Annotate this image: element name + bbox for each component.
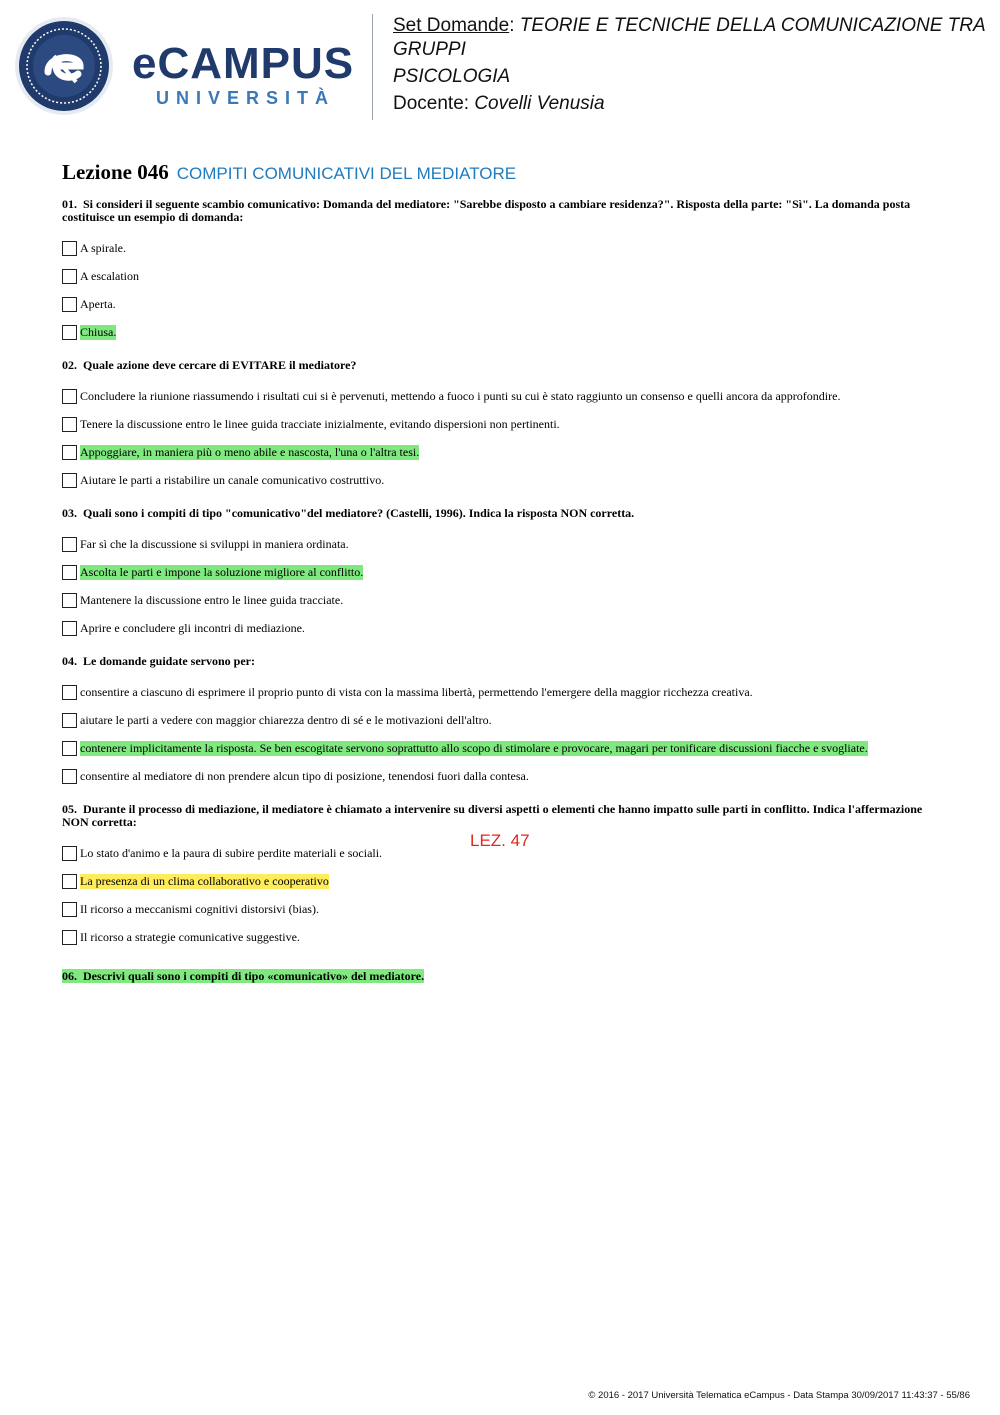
question-text <box>62 655 942 668</box>
ecampus-logo-seal <box>14 16 114 116</box>
answer-text: Chiusa. <box>80 324 117 339</box>
answer-checkbox[interactable] <box>62 537 77 552</box>
answer-text: Aiutare le parti a ristabilire un canale comunicativo costruttivo. <box>80 472 385 487</box>
answer-option[interactable] <box>62 318 942 346</box>
answer-checkbox[interactable] <box>62 902 77 917</box>
answer-checkbox[interactable] <box>62 417 77 432</box>
answer-option[interactable] <box>62 558 942 586</box>
question-stem: Descrivi quali sono i compiti di tipo «comunicativo» del mediatore. <box>83 969 425 983</box>
question-stem: Le domande guidate servono per: <box>83 654 255 668</box>
question-text <box>62 803 942 829</box>
question-stem: Si consideri il seguente scambio comunicativo: Domanda del mediatore: "Sarebbe disposto a cambiare residenza?". Risposta della parte: "Sì". La domanda posta costituisce un esempio di domanda: <box>62 197 911 224</box>
teacher-row <box>393 92 993 116</box>
question-05 <box>62 803 942 964</box>
set-title: TEORIE E TECNICHE DELLA COMUNICAZIONE TRA GRUPPI <box>393 15 985 60</box>
answer-text: Far sì che la discussione si sviluppi in maniera ordinata. <box>80 536 349 551</box>
lesson-title: COMPITI COMUNICATIVI DEL MEDIATORE <box>176 164 517 183</box>
answer-text: A spirale. <box>80 240 126 255</box>
answer-option[interactable] <box>62 614 942 642</box>
answer-text: Mantenere la discussione entro le linee guida tracciate. <box>80 592 344 607</box>
question-02 <box>62 359 942 507</box>
open-question-text <box>62 969 424 983</box>
answer-option[interactable] <box>62 895 942 923</box>
answer-checkbox[interactable] <box>62 325 77 340</box>
answer-checkbox[interactable] <box>62 389 77 404</box>
answer-option[interactable] <box>62 466 942 494</box>
answer-checkbox[interactable] <box>62 713 77 728</box>
answer-option[interactable] <box>62 867 942 895</box>
brand-name: eCAMPUS <box>132 39 355 88</box>
answer-text: Il ricorso a strategie comunicative suggestive. <box>80 929 300 944</box>
question-number: 06. <box>62 969 77 983</box>
answer-option[interactable] <box>62 706 942 734</box>
answer-checkbox[interactable] <box>62 241 77 256</box>
set-domande-row: Set Domande: TEORIE E TECNICHE DELLA COMUNICAZIONE TRA GRUPPI <box>393 15 985 60</box>
answer-checkbox[interactable] <box>62 593 77 608</box>
lesson-number: Lezione 046 <box>62 160 169 184</box>
question-number: 03. <box>62 506 77 520</box>
course-name: PSICOLOGIA <box>393 66 511 87</box>
answer-text: Tenere la discussione entro le linee guida tracciate inizialmente, evitando dispersioni non pertinenti. <box>80 416 560 431</box>
answer-checkbox[interactable] <box>62 565 77 580</box>
question-stem: Durante il processo di mediazione, il mediatore è chiamato a intervenire su diversi aspetti o elementi che hanno impatto sulle parti in conflitto. Indica l'affermazione NON corretta: <box>62 802 923 829</box>
handwritten-note: LEZ. 47 <box>470 831 530 850</box>
question-stem: Quale azione deve cercare di EVITARE il mediatore? <box>83 358 357 372</box>
answer-text: Il ricorso a meccanismi cognitivi distorsivi (bias). <box>80 901 319 916</box>
teacher-name: Covelli Venusia <box>474 93 605 114</box>
answer-option[interactable] <box>62 762 942 790</box>
answer-text: Appoggiare, in maniera più o meno abile e nascosta, l'una o l'altra tesi. <box>80 444 420 459</box>
question-list <box>62 198 942 993</box>
answer-checkbox[interactable] <box>62 930 77 945</box>
answer-option[interactable] <box>62 923 942 951</box>
answer-text: Concludere la riunione riassumendo i risultati cui si è pervenuti, mettendo a fuoco i punti su cui è stato raggiunto un consenso e quelli ancora da approfondire. <box>80 388 841 403</box>
answer-text: consentire a ciascuno di esprimere il proprio punto di vista con la massima libertà, permettendo l'emergere della maggior ricchezza creativa. <box>80 684 753 699</box>
answer-option[interactable] <box>62 234 942 262</box>
answer-text: La presenza di un clima collaborativo e cooperativo <box>80 873 329 888</box>
answer-checkbox[interactable] <box>62 297 77 312</box>
answer-checkbox[interactable] <box>62 269 77 284</box>
answer-text: Lo stato d'animo e la paura di subire perdite materiali e sociali. <box>80 845 383 860</box>
answer-checkbox[interactable] <box>62 473 77 488</box>
question-06 <box>62 970 942 983</box>
answer-option[interactable] <box>62 290 942 318</box>
header-info <box>393 14 993 119</box>
answer-option[interactable] <box>62 586 942 614</box>
question-04 <box>62 655 942 803</box>
header-divider <box>372 14 373 120</box>
answer-option[interactable] <box>62 530 942 558</box>
question-number: 05. <box>62 802 77 816</box>
answer-option[interactable] <box>62 382 942 410</box>
answer-checkbox[interactable] <box>62 741 77 756</box>
question-text <box>62 507 942 520</box>
answer-option[interactable] <box>62 678 942 706</box>
answer-option[interactable] <box>62 734 942 762</box>
answer-checkbox[interactable] <box>62 769 77 784</box>
answer-text: Ascolta le parti e impone la soluzione migliore al conflitto. <box>80 564 364 579</box>
question-03 <box>62 507 942 655</box>
answer-option[interactable] <box>62 262 942 290</box>
page-footer: © 2016 - 2017 Università Telematica eCampus - Data Stampa 30/09/2017 11:43:37 - 55/86 <box>588 1390 970 1401</box>
lesson-heading <box>62 160 516 185</box>
question-number: 02. <box>62 358 77 372</box>
answer-checkbox[interactable] <box>62 846 77 861</box>
answer-option[interactable] <box>62 438 942 466</box>
set-label: Set Domande <box>393 15 510 36</box>
question-stem: Quali sono i compiti di tipo "comunicativo"del mediatore? (Castelli, 1996). Indica la risposta NON corretta. <box>83 506 635 520</box>
answer-option[interactable] <box>62 410 942 438</box>
answer-checkbox[interactable] <box>62 445 77 460</box>
ecampus-brand <box>132 39 355 109</box>
question-spacer <box>62 951 942 964</box>
question-01 <box>62 198 942 359</box>
teacher-label: Docente: <box>393 93 470 114</box>
answer-text: consentire al mediatore di non prendere alcun tipo di posizione, tenendosi fuori dalla contesa. <box>80 768 529 783</box>
answer-text: aiutare le parti a vedere con maggior chiarezza dentro di sé e le motivazioni dell'altro. <box>80 712 492 727</box>
question-number: 04. <box>62 654 77 668</box>
question-text <box>62 198 942 224</box>
answer-checkbox[interactable] <box>62 621 77 636</box>
question-number: 01. <box>62 197 77 211</box>
answer-text: A escalation <box>80 268 139 283</box>
answer-text: Aprire e concludere gli incontri di mediazione. <box>80 620 305 635</box>
question-text <box>62 359 942 372</box>
answer-text: contenere implicitamente la risposta. Se ben escogitate servono soprattutto allo scopo di stimolare e provocare, magari per tonificare discussioni fiacche e svogliate. <box>80 740 868 755</box>
brand-subtitle: UNIVERSITÀ <box>156 88 336 108</box>
answer-checkbox[interactable] <box>62 685 77 700</box>
answer-checkbox[interactable] <box>62 874 77 889</box>
answer-text: Aperta. <box>80 296 116 311</box>
